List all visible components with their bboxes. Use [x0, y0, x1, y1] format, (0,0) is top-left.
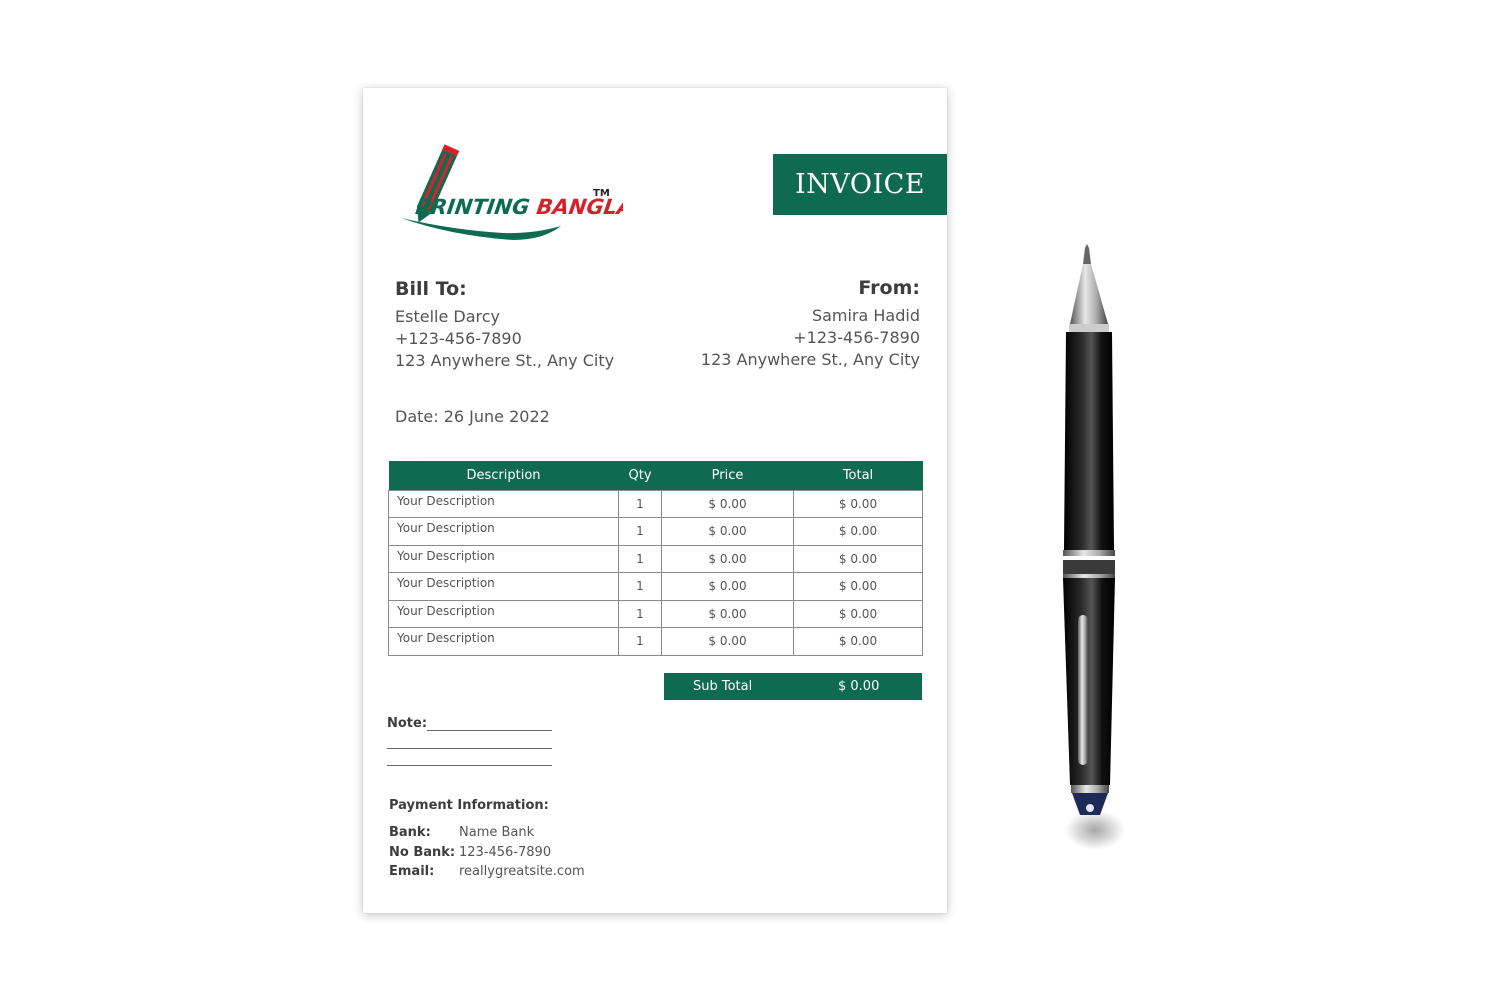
no-bank-value: 123-456-7890 [459, 844, 552, 860]
table-row [389, 573, 923, 601]
from-phone: +123-456-7890 [793, 328, 920, 347]
logo-graphic [393, 140, 623, 250]
pen-image [1050, 240, 1130, 860]
cell-description: Your Description [389, 600, 619, 628]
pen-graphic [1050, 240, 1130, 860]
subtotal-label: Sub Total [693, 679, 753, 694]
cell-total: $ 0.00 [794, 600, 923, 628]
invoice-sheet [363, 88, 947, 913]
invoice-date: Date: 26 June 2022 [395, 407, 550, 426]
bill-to-name: Estelle Darcy [395, 307, 500, 326]
table-row [389, 490, 923, 518]
bill-to-address: 123 Anywhere St., Any City [395, 351, 615, 370]
email-value: reallygreatsite.com [459, 864, 585, 879]
payment-row-no-bank [389, 843, 585, 863]
cell-total: $ 0.00 [794, 545, 923, 573]
bill-to-phone: +123-456-7890 [395, 329, 522, 348]
invoice-title: INVOICE [773, 154, 947, 215]
from-block [640, 277, 920, 371]
email-label: Email: [389, 864, 435, 879]
note-label: Note: [387, 716, 428, 731]
payment-information [389, 798, 585, 882]
table-row [389, 545, 923, 573]
cell-description: Your Description [389, 490, 619, 518]
logo-brand-text: PRINTING BANGLA [413, 194, 623, 219]
header-qty: Qty [619, 461, 662, 490]
note-line [387, 765, 552, 766]
cell-price: $ 0.00 [662, 573, 794, 601]
printing-bangla-logo [393, 140, 623, 250]
table-row [389, 518, 923, 546]
cell-qty: 1 [619, 573, 662, 601]
from-name: Samira Hadid [811, 306, 920, 325]
note-line [427, 730, 552, 731]
header-total: Total [794, 461, 923, 490]
header-price: Price [662, 461, 794, 490]
cell-total: $ 0.00 [794, 573, 923, 601]
from-address: 123 Anywhere St., Any City [700, 350, 920, 369]
cell-price: $ 0.00 [662, 545, 794, 573]
cell-price: $ 0.00 [662, 518, 794, 546]
cell-qty: 1 [619, 600, 662, 628]
cell-total: $ 0.00 [794, 518, 923, 546]
from-heading: From: [858, 277, 920, 299]
cell-description: Your Description [389, 573, 619, 601]
cell-qty: 1 [619, 490, 662, 518]
no-bank-label: No Bank: [389, 844, 456, 860]
bill-to-heading: Bill To: [395, 278, 467, 300]
cell-qty: 1 [619, 628, 662, 656]
cell-total: $ 0.00 [794, 628, 923, 656]
bank-value: Name Bank [459, 825, 535, 840]
cell-price: $ 0.00 [662, 628, 794, 656]
cell-description: Your Description [389, 545, 619, 573]
bill-to-block [395, 278, 675, 372]
cell-description: Your Description [389, 518, 619, 546]
line-items-table [388, 461, 923, 656]
header-description: Description [389, 461, 619, 490]
cell-total: $ 0.00 [794, 490, 923, 518]
note-line [387, 748, 552, 749]
logo-tm: TM [593, 188, 610, 199]
note-section [387, 712, 557, 731]
table-row [389, 600, 923, 628]
table-header-row [389, 461, 923, 490]
payment-row-email [389, 862, 585, 882]
cell-qty: 1 [619, 518, 662, 546]
subtotal-value: $ 0.00 [838, 679, 880, 694]
payment-heading: Payment Information: [389, 798, 549, 813]
payment-row-bank [389, 823, 585, 843]
cell-description: Your Description [389, 628, 619, 656]
cell-qty: 1 [619, 545, 662, 573]
bank-label: Bank: [389, 825, 431, 840]
table-row [389, 628, 923, 656]
cell-price: $ 0.00 [662, 490, 794, 518]
subtotal-bar [664, 673, 922, 700]
cell-price: $ 0.00 [662, 600, 794, 628]
